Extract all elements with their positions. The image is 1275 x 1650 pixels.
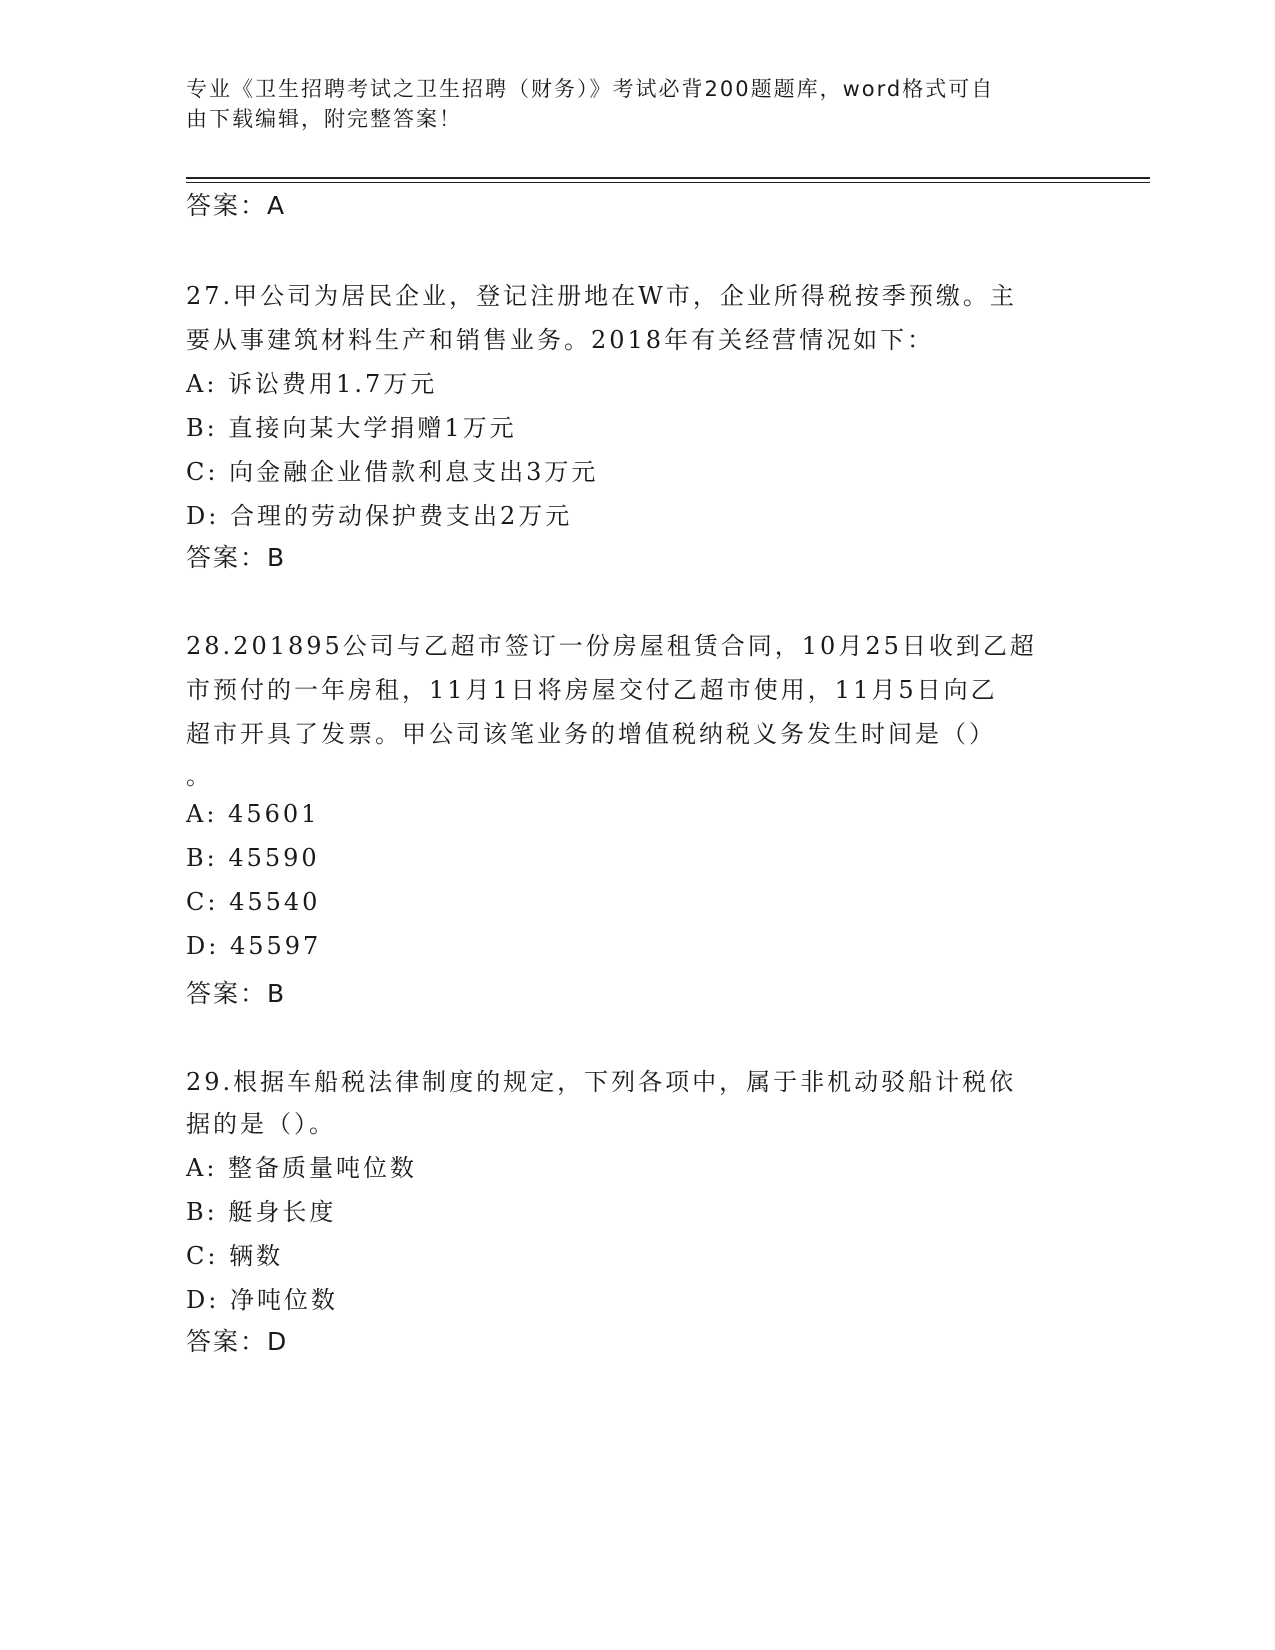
question-28-option-d: D: 45597 [186,932,322,960]
question-27-answer: 答案：B [186,543,287,572]
question-29-option-d: D: 净吨位数 [186,1286,338,1314]
question-29-option-b: B: 艇身长度 [186,1198,337,1226]
question-28-option-a: A: 45601 [186,800,320,828]
previous-answer: 答案：A [186,191,287,220]
question-28-stem-line-2: 市预付的一年房租，11月1日将房屋交付乙超市使用，11月5日向乙 [186,676,998,704]
question-29-option-a: A: 整备质量吨位数 [186,1154,418,1182]
question-27-option-c: C: 向金融企业借款利息支出3万元 [186,458,599,486]
question-28-stem-line-3: 超市开具了发票。甲公司该笔业务的增值税纳税义务发生时间是（） [186,720,996,748]
question-27-stem-line-1: 27.甲公司为居民企业，登记注册地在W市，企业所得税按季预缴。主 [186,282,1017,310]
header-divider-thin [186,182,1150,183]
document-header [186,74,1066,134]
header-line-1: 专业《卫生招聘考试之卫生招聘（财务）》考试必背200题题库，word格式可自 [186,77,995,101]
question-27-stem-line-2: 要从事建筑材料生产和销售业务。2018年有关经营情况如下： [186,326,935,354]
header-line-2: 由下载编辑，附完整答案！ [186,107,462,131]
question-29-answer: 答案：D [186,1327,289,1356]
question-27-option-b: B: 直接向某大学捐赠1万元 [186,414,517,442]
question-29-stem-line-2: 据的是（）。 [186,1110,336,1138]
header-divider [186,177,1150,179]
question-27-option-d: D: 合理的劳动保护费支出2万元 [186,502,573,530]
question-28-answer: 答案：B [186,979,287,1008]
question-28-stem-line-1: 28.201895公司与乙超市签订一份房屋租赁合同，10月25日收到乙超 [186,632,1037,660]
question-28-option-b: B: 45590 [186,844,320,872]
question-29-option-c: C: 辆数 [186,1242,284,1270]
question-29-stem-line-1: 29.根据车船税法律制度的规定，下列各项中，属于非机动驳船计税依 [186,1068,1017,1096]
question-27-option-a: A: 诉讼费用1.7万元 [186,370,438,398]
question-28-option-c: C: 45540 [186,888,321,916]
question-28-stem-line-4: 。 [186,762,213,790]
